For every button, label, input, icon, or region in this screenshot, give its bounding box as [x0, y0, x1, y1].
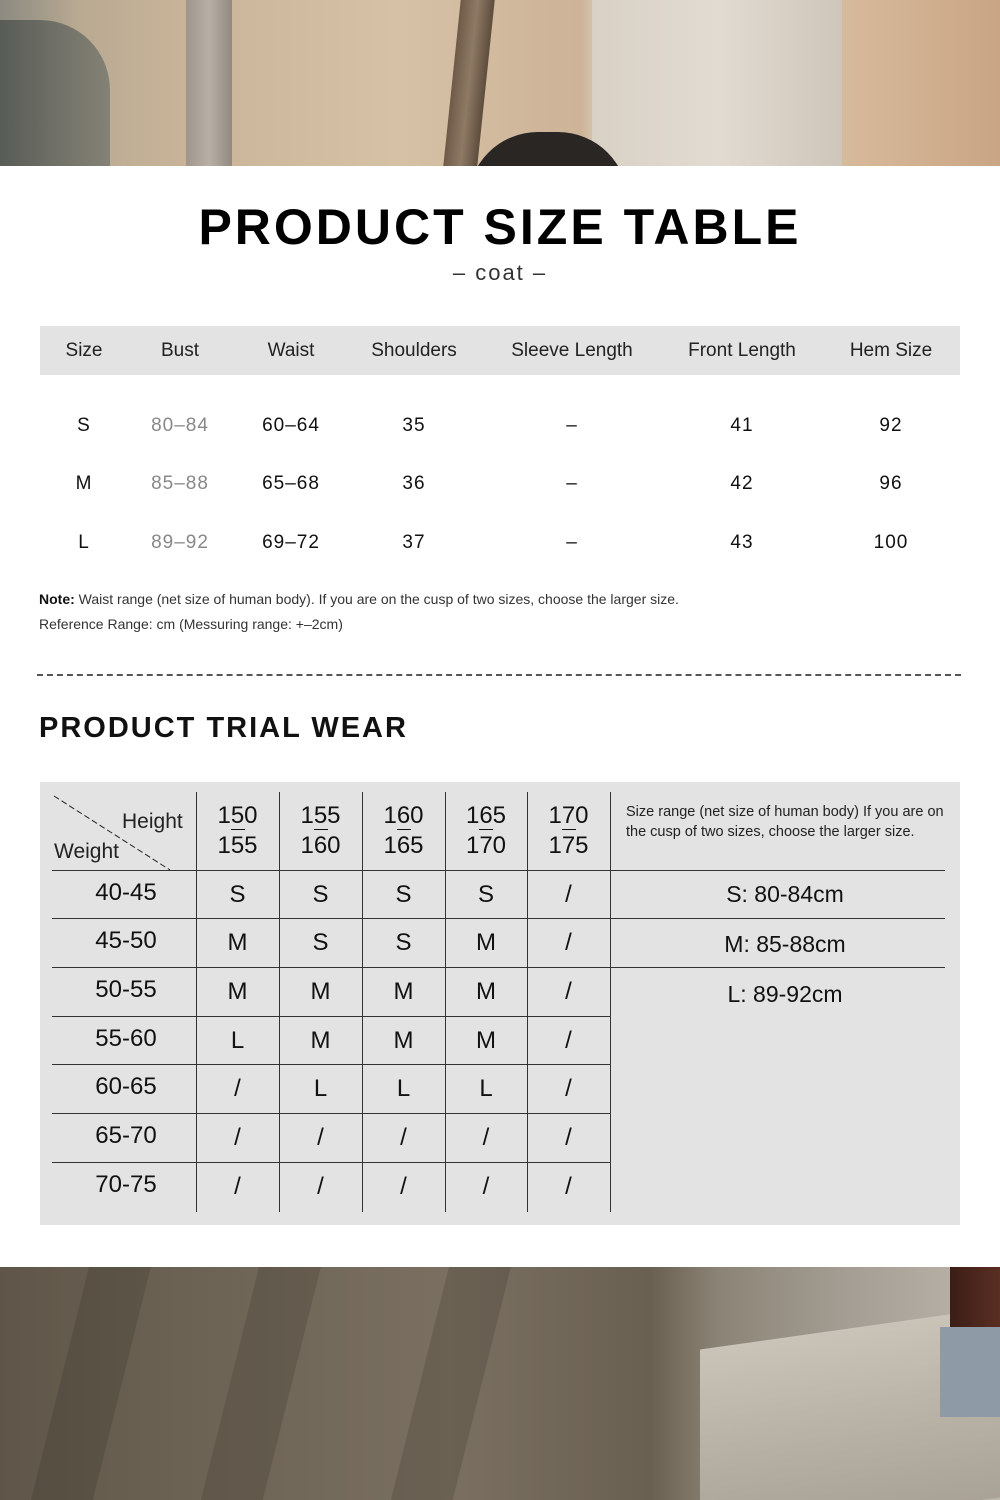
size-cell: 41 — [730, 415, 754, 436]
weight-label: 55-60 — [95, 1025, 157, 1052]
size-cell: 65–68 — [262, 473, 320, 494]
trial-size-cell: M — [227, 978, 248, 1005]
section-divider — [37, 674, 961, 676]
bottom-photo — [0, 1267, 1000, 1500]
weight-label: 50-55 — [95, 976, 157, 1003]
corner-height-label: Height — [122, 810, 183, 833]
trial-size-cell: / — [234, 1075, 241, 1102]
trial-wear-title: PRODUCT TRIAL WEAR — [39, 712, 408, 744]
height-header: 150 155 — [217, 802, 258, 859]
size-cell: 35 — [402, 415, 426, 436]
trial-size-cell: / — [565, 1027, 572, 1054]
reference-range: Reference Range: cm (Messuring range: +–2cm) — [39, 616, 343, 632]
trial-size-cell: S — [229, 881, 246, 908]
size-cell: 43 — [730, 532, 754, 553]
size-cell: 92 — [879, 415, 903, 436]
size-cell: 37 — [402, 532, 426, 553]
page-title: PRODUCT SIZE TABLE — [198, 199, 802, 255]
size-cell: 89–92 — [151, 532, 209, 553]
weight-label: 40-45 — [95, 879, 157, 906]
trial-size-cell: S — [395, 881, 412, 908]
corner-weight-label: Weight — [54, 840, 119, 863]
size-header-bust: Bust — [160, 340, 200, 361]
trial-size-cell: S — [395, 929, 412, 956]
trial-size-cell: S — [477, 881, 494, 908]
note-label: Note: — [39, 591, 75, 607]
trial-size-cell: M — [227, 929, 248, 956]
trial-size-cell: / — [565, 978, 572, 1005]
grid-hline — [52, 967, 945, 968]
size-cell: 60–64 — [262, 415, 320, 436]
trial-size-cell: / — [400, 1173, 407, 1200]
trial-size-cell: / — [565, 881, 572, 908]
size-cell: 42 — [730, 473, 754, 494]
trial-size-cell: L — [479, 1075, 493, 1102]
trial-size-cell: M — [476, 1027, 496, 1054]
trial-size-cell: / — [234, 1173, 241, 1200]
size-cell: M — [75, 473, 93, 494]
trial-size-cell: / — [482, 1173, 490, 1200]
trial-size-cell: S — [312, 929, 329, 956]
size-cell: – — [566, 415, 578, 436]
grid-hline — [52, 1113, 610, 1114]
trial-size-cell: M — [310, 978, 331, 1005]
trial-size-cell: L — [230, 1027, 245, 1054]
trial-size-cell: / — [565, 929, 572, 956]
size-cell: S — [77, 415, 91, 436]
size-cell: 80–84 — [151, 415, 209, 436]
weight-label: 60-65 — [95, 1073, 157, 1100]
grid-hline — [52, 870, 945, 871]
weight-label: 70-75 — [95, 1171, 157, 1198]
trial-size-cell: M — [310, 1027, 331, 1054]
size-header-hem-size: Hem Size — [849, 340, 933, 361]
size-cell: – — [566, 532, 578, 553]
height-header: 155 160 — [300, 802, 341, 859]
trial-size-cell: / — [317, 1173, 324, 1200]
size-cell: 36 — [402, 473, 426, 494]
trial-size-cell: / — [565, 1124, 572, 1151]
size-cell: 100 — [873, 532, 909, 553]
height-header: 160 165 — [383, 802, 424, 859]
size-header-waist: Waist — [267, 340, 315, 361]
grid-hline — [52, 1016, 610, 1017]
trial-size-cell: / — [482, 1124, 490, 1151]
trial-size-cell: S — [312, 881, 329, 908]
bust-range-label: S: 80-84cm — [726, 881, 844, 907]
height-header: 170 175 — [548, 802, 589, 859]
trial-size-cell: M — [393, 978, 414, 1005]
trial-size-cell: M — [393, 1027, 414, 1054]
size-cell: 96 — [879, 473, 903, 494]
size-range-info: Size range (net size of human body) If you are on the cusp of two sizes, choose the larger size. — [626, 804, 944, 840]
trial-size-cell: / — [565, 1075, 572, 1102]
trial-size-cell: L — [313, 1075, 328, 1102]
height-header: 165 170 — [465, 802, 507, 859]
trial-size-cell: / — [400, 1124, 407, 1151]
grid-hline — [52, 1064, 610, 1065]
top-photo — [0, 0, 1000, 166]
note-line — [39, 591, 679, 607]
weight-label: 45-50 — [95, 927, 157, 954]
weight-label: 65-70 — [95, 1122, 157, 1149]
size-header-size: Size — [65, 340, 103, 361]
trial-size-cell: L — [396, 1075, 411, 1102]
trial-size-cell: / — [234, 1124, 241, 1151]
bust-range-label: M: 85-88cm — [724, 931, 846, 957]
size-header-shoulders: Shoulders — [371, 340, 457, 361]
grid-hline — [52, 1162, 610, 1163]
size-cell: 69–72 — [262, 532, 320, 553]
bust-range-label: L: 89-92cm — [727, 981, 843, 1007]
trial-size-cell: / — [317, 1124, 324, 1151]
size-header-sleeve-length: Sleeve Length — [511, 340, 633, 361]
trial-size-cell: / — [565, 1173, 572, 1200]
trial-size-cell: M — [476, 929, 496, 956]
note-text: Waist range (net size of human body). If you are on the cusp of two sizes, choose the larger size. — [78, 591, 679, 607]
size-cell: L — [78, 532, 90, 553]
size-header-front-length: Front Length — [688, 340, 796, 361]
trial-size-cell: M — [476, 978, 496, 1005]
page-subtitle: – coat – — [452, 260, 548, 285]
size-cell: – — [566, 473, 578, 494]
size-cell: 85–88 — [151, 473, 209, 494]
grid-hline — [52, 918, 945, 919]
